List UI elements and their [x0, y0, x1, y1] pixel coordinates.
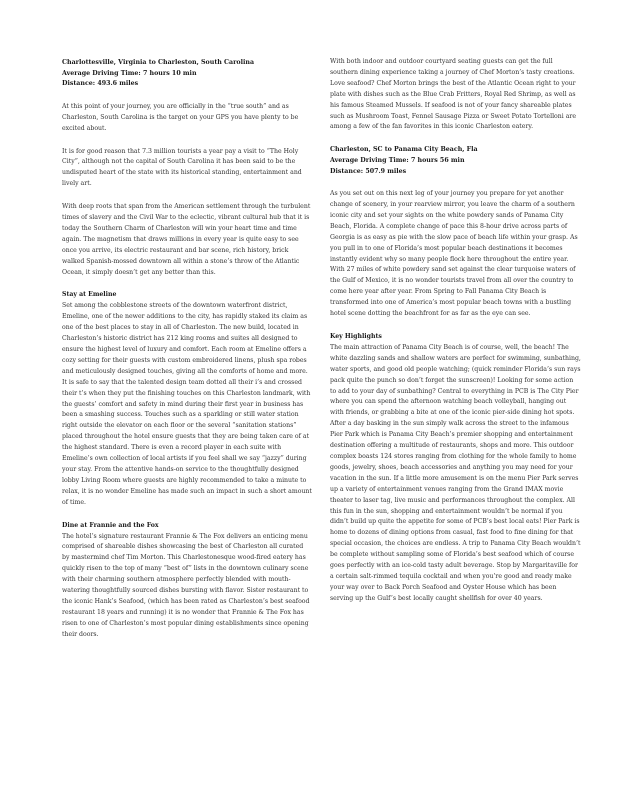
- paragraph: With both indoor and outdoor courtyard seating guests can get the full southern dining experience taking a journey of Chef Morton’s tasty creations. Love seafood? Chef Morton brings the best of the Atlantic Ocean right to your plate with dishes such as the Blue Crab Fritters, Royal Red Shrimp, as well as his famous Steamed Mussels. If seafood is not of your fancy shareable plates such as Mushroom Toast, Fennel Sausage Pizza or Sweet Potato Tortelloni are among a few of the fan favorites in this iconic Charleston eatery.: [330, 58, 577, 131]
- section-heading-stay: Stay at Emeline: [62, 291, 117, 299]
- paragraph: As you set out on this next leg of your journey you prepare for yet another change of scenery, in your rearview mirror, you leave the charm of a southern iconic city and set your sights on the white powdery sands of Panama City Beach, Florida. A complete change of pace this 8-hour drive across parts of Georgia is as easy as pie with the slow pace of beach life within your grasp. As you pull in to one of Florida’s most popular beach destinations it becomes instantly evident why so many people flock here throughout the entire year. With 27 miles of white powdery sand set against the clear turquoise waters of the Gulf of Mexico, it is no wonder tourists travel from all over the country to come here year after year. From Spring to Fall Panama City Beach is transformed into one of America’s most popular beach towns with a bustling hotel scene dotting the beachfront for as far as the eye can see.: [330, 190, 578, 318]
- section-body-key-highlights: The main attraction of Panama City Beach is of course, well, the beach! The white dazzling sands and shallow waters are perfect for swimming, sunbathing, water sports, and good old people watching; (quick reminder Florida’s sun rays pack quite the punch so don’t forget the sunscreen)! Looking for some action to add to your day of sunbathing? Central to everything in PCB is The City Pier where you can spend the afternoon watching beach volleyball, hanging out with friends, or grabbing a bite at one of the iconic pier-side dining hot spots. After a day basking in the sun simply walk across the street to the infamous Pier Park which is Panama City Beach’s premier shopping and entertainment destination offering a multitude of restaurants, shops and more. This outdoor complex boasts 124 stores ranging from clothing for the whole family to home goods, jewelry, shoes, beach accessories and anything you may need for your vacation in the sun. If a little more amusement is on the menu Pier Park serves up a variety of entertainment venues ranging from the Grand IMAX movie theater to laser tag, live music and performances throughout the complex. All this fun in the sun, shopping and entertainment wouldn’t be normal if you didn’t build up quite the appetite for some of PCB’s best local eats! Pier Park is home to dozens of dining options from casual, fast food to fine dining for that special occasion, the choices are endless. A trip to Panama City Beach wouldn’t be complete without sampling some of Florida’s best seafood which of course goes perfectly with an ice-cold tasty adult beverage. Stop by Margaritaville for a certain salt-rimmed tequila cocktail and when you’re good and ready make your way over to Back Porch Seafood and Oyster House which has been serving up the Gulf’s best locally caught shellfish for over 40 years.: [330, 343, 581, 602]
- trip-driving-time: Average Driving Time: 7 hours 10 min: [62, 69, 197, 77]
- trip-route: Charleston, SC to Panama City Beach, Fla: [330, 146, 478, 154]
- paragraph: It is for good reason that 7.3 million tourists a year pay a visit to “The Holy City”, although not the capital of South Carolina it has been said to be the undisputed heart of the state with its historical standing, entertainment and lively art.: [62, 147, 302, 188]
- section-heading-key-highlights: Key Highlights: [330, 333, 382, 340]
- trip-distance: Distance: 507.9 miles: [330, 167, 407, 175]
- trip-header-panama-city: [330, 145, 581, 177]
- section-key-highlights: [330, 332, 581, 605]
- section-heading-dine: Dine at Frannie and the Fox: [62, 521, 159, 529]
- left-column: [62, 58, 312, 810]
- section-dine: [62, 521, 312, 641]
- trip-header-charleston: [62, 58, 312, 90]
- trip-route: Charlottesville, Virginia to Charleston, South Carolina: [62, 59, 255, 66]
- right-column: [330, 57, 581, 810]
- section-body-dine: The hotel’s signature restaurant Frannie & The Fox delivers an enticing menu comprised of shareable dishes showcasing the best of Charleston all curated by mastermind chef Tim Morton. This Charlestonesque wood-fired eatery has quickly risen to the top of many “best of” lists in the downtown culinary scene with their charming southern atmosphere perfectly blended with mouth-watering thoughtfully sourced dishes bursting with flavor. Sister restaurant to the iconic Hank’s Seafood, (which has been rated as Charleston’s best seafood restaurant 18 years and running) it is no wonder that Frannie & The Fox has risen to one of Charleston’s most popular dining establishments since opening their doors.: [62, 532, 310, 638]
- section-body-stay: Set among the cobblestone streets of the downtown waterfront district, Emeline, one of the newer additions to the city, has rapidly staked its claim as one of the best places to stay in all of Charleston. The new build, located in Charleston’s historic district has 212 king rooms and suites all designed to ensure the highest level of luxury and comfort. Each room at Emeline offers a cozy setting for their guests with custom embroidered linens, plush spa robes and meticulously designed touches, giving all the comforts of home and more. It is safe to say that the talented design team dotted all their i’s and crossed their t’s when they put the finishing touches on this Charleston landmark, with the guests’ comfort and safety in mind during their first year in business has been a smashing success. Touches such as a sparkling or still water station right outside the elevator on each floor or the several “sanitation stations” placed throughout the hotel ensure guests that they are being taken care of at the highest standard. There is even a record player in each suite with Emeline’s own collection of local artists if you feel shall we say “jazzy” during your stay. From the attentive hands-on service to the thoughtfully designed lobby Living Room where guests are highly recommended to take a minute to relax, it is no wonder Emeline has made such an impact in such a short amount of time.: [62, 302, 312, 506]
- trip-distance: Distance: 493.6 miles: [62, 80, 139, 88]
- trip-driving-time: Average Driving Time: 7 hours 56 min: [330, 156, 465, 164]
- paragraph: At this point of your journey, you are officially in the “true south” and as Charleston, South Carolina is the target on your GPS you have plenty to be excited about.: [62, 102, 299, 132]
- section-stay: [62, 290, 312, 508]
- paragraph: With deep roots that span from the American settlement through the turbulent times of slavery and the Civil War to the eclectic, vibrant cultural hub that it is today the Southern Charm of Charleston will win your heart time and time again. The magnetism that draws millions in every year is quite easy to see once you arrive, its electric restaurant and bar scene, rich history, brick walked Spanish-mossed downtown all within a stone’s throw of the Atlantic Ocean, it simply doesn’t get any better than this.: [62, 203, 311, 276]
